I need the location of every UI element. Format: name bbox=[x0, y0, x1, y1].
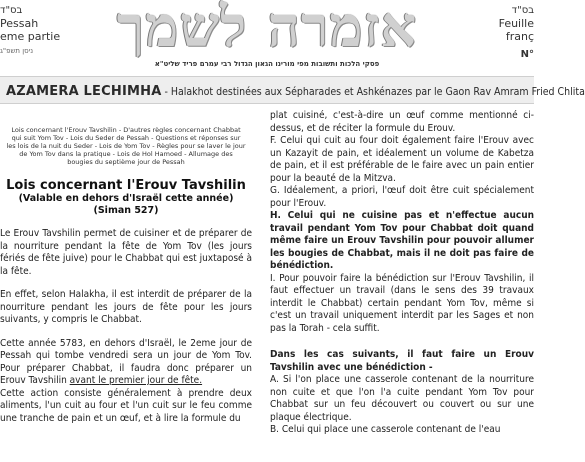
paragraph: plat cuisiné, c'est-à-dire un œuf comme mentionné ci-dessus, et de réciter la formule du Erouv. bbox=[270, 110, 534, 134]
section-siman: (Siman 527) bbox=[93, 205, 159, 216]
right-line2: franç bbox=[505, 30, 534, 43]
section-title: Lois concernant l'Erouv Tavshilin bbox=[6, 178, 246, 193]
paragraph: F. Celui qui cuit au four doit également faire l'Erouv avec un Kazayit de pain, et idéalement un volume de Kabetza de pain, et il est préférable de le faire avec un pain entier pour la beauté de la Mitzva. bbox=[270, 135, 534, 184]
paragraph: Cette action consiste généralement à prendre deux aliments, l'un cuit au four et l'un cuit sur le feu comme une tranche de pain et un œuf, et à lire la formule du bbox=[0, 387, 252, 424]
paragraph: I. Pour pouvoir faire la bénédiction sur l'Erouv Tavshilin, il faut effectuer un travail (dans le sens des 39 travaux interdit le Chabbat) certain pendant Yom Tov, même si c'est un travail uniquement interdit par les Sages et non pas la Torah - cela suffit. bbox=[270, 272, 534, 334]
hebrew-subtitle: פסקי הלכות ותשובות מפי מורינו הגאון הגדול רבי עמרם פריד שליט"א bbox=[154, 60, 380, 68]
paragraph: B. Celui qui place une casserole contenant de l'eau bbox=[270, 424, 501, 435]
left-subtitle: eme partie bbox=[0, 30, 61, 43]
brand-name: AZAMERA LECHIMHA bbox=[6, 84, 162, 99]
right-bsd-label: בס"ד bbox=[511, 5, 534, 16]
underlined-text: avant le premier jour de fête. bbox=[69, 375, 203, 386]
paragraph: A. Si l'on place une casserole contenant de la nourriture non cuite et que l'on l'a cuite pendant Yom Tov pour Chabbat sur un feu découvert ou couvert ou sur une plaque électrique. bbox=[270, 374, 534, 423]
hebrew-title-logo: אזמרה לשמך bbox=[116, 0, 418, 60]
right-column bbox=[270, 110, 534, 462]
paragraph bbox=[0, 338, 252, 388]
bold-heading: Dans les cas suivants, il faut faire un Erouv Tavshilin avec une bénédiction - bbox=[270, 349, 534, 373]
left-bsd-label: בס"ד bbox=[0, 5, 23, 16]
header-left bbox=[0, 4, 60, 58]
left-title: Pessah bbox=[0, 17, 39, 30]
masthead bbox=[0, 0, 534, 84]
header-right bbox=[499, 4, 534, 61]
paragraph: Le Erouv Tavshilin permet de cuisiner et de préparer de la nourriture pendant la fête de Yom Tov (les jours fériés de fête juive) pour le Chabbat qui est juxtaposé à la fête. bbox=[0, 228, 252, 277]
paragraph: En effet, selon Halakha, il est interdit de préparer de la nourriture pendant les jours de fête pour les jours suivants, y compris le Chabbat. bbox=[0, 289, 252, 325]
left-column bbox=[0, 110, 252, 462]
topics-summary: Lois concernant l'Erouv Tavshilin - D'autres règles concernant Chabbat qui suit Yom Tov - Lois du Seder de Pessah - Questions et réponses sur les lois de la nuit du Seder - Lois de Yom Tov - Règles pour se laver le jour de Yom Tov dans la pratique - Lois de Hol Hamoed - Allumage des bougies du septième jour de Pessah bbox=[6, 126, 246, 166]
brand-tagline: - Halakhot destinées aux Sépharades et Ashkénazes par le Gaon Rav Amram Fried Chlita bbox=[161, 86, 585, 98]
section-subtitle: (Valable en dehors d'Israël cette année) bbox=[18, 193, 234, 204]
issue-number: N° bbox=[520, 49, 534, 60]
right-line1: Feuille bbox=[498, 17, 534, 30]
paragraph-text: Cette année 5783, en dehors d'Israël, le 2eme jour de Pessah qui tombe vendredi sera un jour de Yom Tov. Pour préparer Chabbat, il faudra donc préparer un Erouv Tavshilin bbox=[0, 337, 252, 386]
left-date: ניסן תשפ"ג bbox=[0, 47, 34, 55]
bold-paragraph: H. Celui qui ne cuisine pas et n'effectue aucun travail pendant Yom Tov pour Chabbat doit quand même faire un Erouv Tavshilin pour pouvoir allumer les bougies de Chabbat, mais il ne doit pas faire de bénédiction. bbox=[270, 210, 534, 271]
paragraph: G. Idéalement, a priori, l'œuf doit être cuit spécialement pour l'Erouv. bbox=[270, 185, 534, 209]
title-band bbox=[0, 76, 585, 104]
